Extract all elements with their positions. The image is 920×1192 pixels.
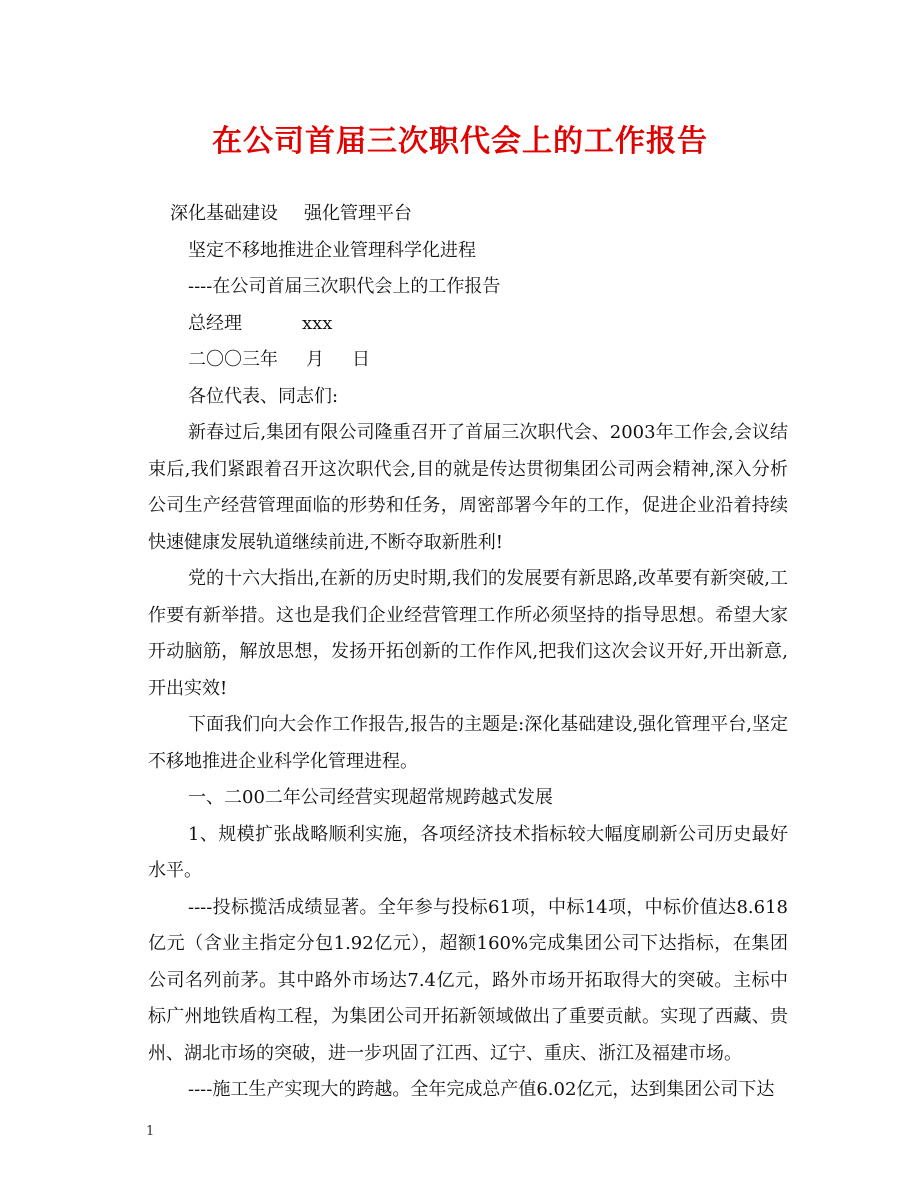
section-heading-1: 一、二00二年公司经营实现超常规跨越式发展 bbox=[188, 787, 553, 808]
header-line-3: ----在公司首届三次职代会上的工作报告 bbox=[188, 276, 501, 297]
paragraph-5: ----投标揽活成绩显著。全年参与投标61项，中标14项，中标价值达8.618亿元（含业主指定分包1.92亿元），超额160%完成集团公司下达指标，在集团公司名列前茅。其中路外市场达7.4亿元，路外市场开拓取得大的突破。主标中标广州地铁盾构工程，为集团公司开拓新领域做出了重要贡献。实现了西藏、贵州、湖北市场的突破，进一步巩固了江西、辽宁、重庆、浙江及福建市场。 bbox=[148, 896, 788, 1064]
date-month: 月 bbox=[306, 349, 324, 370]
paragraph-6: ----施工生产实现大的跨越。全年完成总产值6.02亿元，达到集团公司下达 bbox=[188, 1079, 775, 1100]
header-line-1-part-a: 深化基础建设 bbox=[170, 203, 278, 224]
paragraph-2: 党的十六大指出,在新的历史时期,我们的发展要有新思路,改革要有新突破,工作要有新举措。这也是我们企业经营管理工作所必须坚持的指导思想。希望大家开动脑筋，解放思想，发扬开拓创新的工作作风,把我们这次会议开好,开出新意,开出实效! bbox=[148, 568, 788, 699]
header-line-4 bbox=[148, 306, 788, 343]
header-line-1-part-b: 强化管理平台 bbox=[304, 203, 412, 224]
paragraph-4: 1、规模扩张战略顺利实施，各项经济技术指标较大幅度刷新公司历史最好水平。 bbox=[148, 823, 788, 881]
header-line-1 bbox=[148, 196, 788, 233]
salutation: 各位代表、同志们: bbox=[188, 385, 339, 407]
header-line-2: 坚定不移地推进企业管理科学化进程 bbox=[188, 239, 476, 261]
paragraph-3: 下面我们向大会作工作报告,报告的主题是:深化基础建设,强化管理平台,坚定不移地推进企业科学化管理进程。 bbox=[148, 714, 788, 772]
paragraph-1: 新春过后,集团有限公司隆重召开了首届三次职代会、2003年工作会,会议结束后,我们紧跟着召开这次职代会,目的就是传达贯彻集团公司两会精神,深入分析公司生产经营管理面临的形势和任务，周密部署今年的工作，促进企业沿着持续快速健康发展轨道继续前进,不断夺取新胜利! bbox=[148, 422, 788, 553]
document-title: 在公司首届三次职代会上的工作报告 bbox=[212, 124, 708, 159]
author-title: 总经理 bbox=[188, 312, 242, 334]
date-day: 日 bbox=[352, 349, 370, 370]
author-name: xxx bbox=[302, 312, 333, 334]
date-year: 二〇〇三年 bbox=[188, 349, 278, 370]
document-body bbox=[148, 196, 788, 1109]
page-number: 1 bbox=[146, 1124, 155, 1139]
header-line-5 bbox=[148, 342, 788, 379]
